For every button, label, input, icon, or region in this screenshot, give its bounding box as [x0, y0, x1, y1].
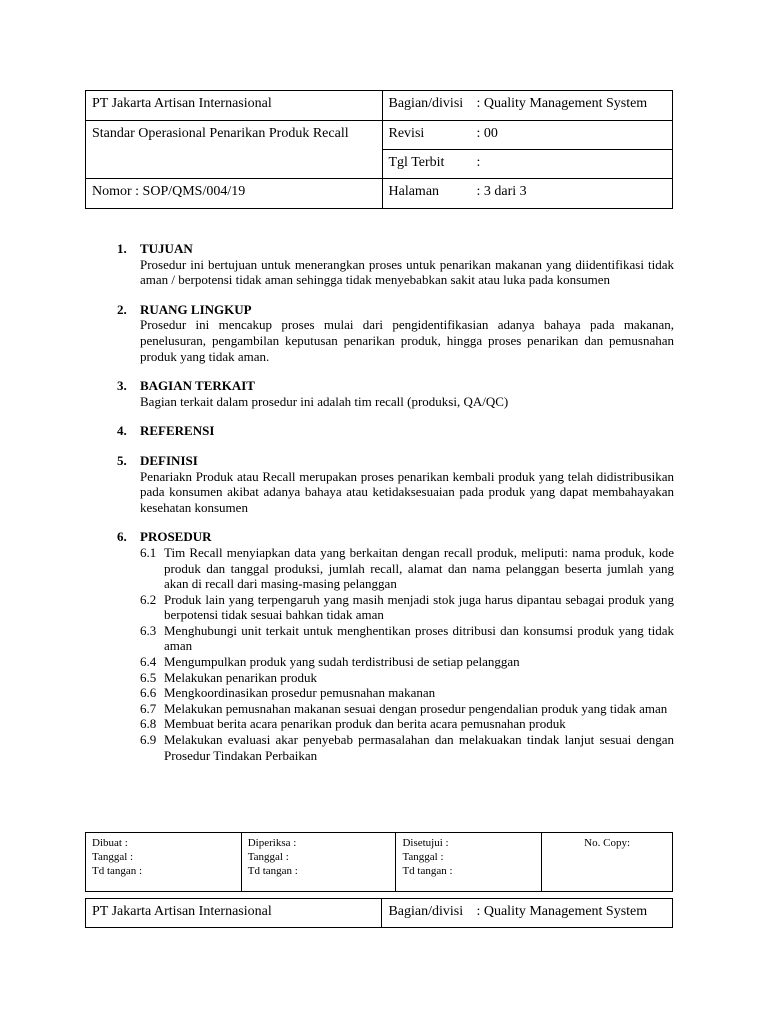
section-title: PROSEDUR — [140, 529, 212, 545]
role-label: Dibuat : — [92, 837, 128, 849]
section-number: 6. — [117, 529, 127, 545]
issue-date-cell — [382, 150, 673, 179]
procedure-step — [140, 545, 674, 592]
date-label: Tanggal : — [247, 851, 289, 863]
step-number: 6.3 — [140, 622, 157, 638]
document-title: Standar Operasional Penarikan Produk Recall — [86, 121, 383, 179]
procedure-steps — [140, 545, 674, 763]
step-text: Melakukan pemusnahan makanan sesuai dengan prosedur pengendalian produk yang tidak aman — [164, 700, 668, 716]
issue-date-value: : — [476, 155, 481, 170]
section-title: DEFINISI — [140, 452, 198, 468]
section-number: 4. — [117, 423, 127, 439]
signature-cell-dibuat — [86, 833, 242, 892]
document-footer-table — [85, 898, 673, 928]
revision-cell — [382, 121, 673, 150]
date-label: Tanggal : — [402, 851, 444, 863]
procedure-step — [140, 623, 674, 654]
section-text: Prosedur ini bertujuan untuk menerangkan proses untuk penarikan makanan yang diidentifikasi tidak aman / berpotensi tidak aman sehingga tidak menyebabkan sakit atau luka pada konsumen — [140, 256, 674, 288]
step-number: 6.2 — [140, 591, 157, 607]
issue-date-label: Tgl Terbit — [388, 155, 445, 170]
section-tujuan — [117, 241, 674, 288]
copy-number-cell — [542, 833, 673, 892]
section-text: Penariakn Produk atau Recall merupakan proses penarikan kembali produk yang telah didistribusikan pada konsumen akibat adanya bahaya atau ketidaksesuaian pada produk yang dapat membahayakan kesehatan konsumen — [140, 468, 674, 515]
footer-company-name: PT Jakarta Artisan Internasional — [86, 899, 382, 928]
role-label: Disetujui : — [402, 837, 449, 849]
section-text: Prosedur ini mencakup proses mulai dari pengidentifikasian adanya bahaya pada makanan, penelusuran, pengambilan keputusan penarikan produk, hingga proses penarikan dan pemusnahan produk yang tidak aman. — [140, 317, 674, 364]
document-number: Nomor : SOP/QMS/004/19 — [86, 179, 383, 209]
step-text: Menghubungi unit terkait untuk menghentikan proses ditribusi dan konsumsi produk yang tidak aman — [164, 622, 674, 654]
footer-division-cell — [382, 899, 673, 928]
step-text: Tim Recall menyiapkan data yang berkaitan dengan recall produk, meliputi: nama produk, kode produk dan tanggal produksi, jumlah recall, alamat dan nama pelanggan beserta jumlah yang akan di recall dari masing-masing pelanggan — [164, 544, 674, 592]
step-text: Mengumpulkan produk yang sudah terdistribusi de setiap pelanggan — [164, 654, 520, 670]
step-text: Produk lain yang terpengaruh yang masih menjadi stok juga harus dipantau sebagai produk yang berpotensi tidak sesuai bahkan tidak aman — [164, 591, 674, 623]
step-text: Membuat berita acara penarikan produk dan berita acara pemusnahan produk — [164, 716, 566, 732]
revision-value: : 00 — [476, 126, 498, 141]
step-number: 6.8 — [140, 716, 157, 732]
footer-division-label: Bagian/divisi — [388, 904, 464, 919]
footer-division-value: : Quality Management System — [476, 904, 648, 919]
step-text: Melakukan evaluasi akar penyebab permasalahan dan melakuakan tindak lanjut sesuai dengan Prosedur Tindakan Perbaikan — [164, 732, 674, 763]
section-prosedur — [117, 529, 674, 763]
procedure-step — [140, 592, 674, 623]
step-number: 6.5 — [140, 669, 157, 685]
step-number: 6.9 — [140, 732, 157, 748]
step-number: 6.1 — [140, 544, 157, 560]
division-cell — [382, 91, 673, 121]
step-text: Melakukan penarikan produk — [164, 669, 318, 685]
signature-label: Td tangan : — [402, 865, 453, 877]
procedure-step — [140, 654, 674, 670]
section-number: 3. — [117, 378, 127, 394]
section-definisi — [117, 453, 674, 515]
procedure-step — [140, 670, 674, 686]
company-name: PT Jakarta Artisan Internasional — [86, 91, 383, 121]
procedure-step — [140, 716, 674, 732]
section-ruang-lingkup — [117, 302, 674, 364]
section-bagian-terkait — [117, 378, 674, 409]
section-number: 1. — [117, 241, 127, 256]
step-number: 6.4 — [140, 654, 157, 670]
procedure-step — [140, 685, 674, 701]
page-label: Halaman — [388, 184, 440, 199]
section-referensi — [117, 423, 674, 439]
page-value: : 3 dari 3 — [476, 184, 527, 199]
date-label: Tanggal : — [92, 851, 134, 863]
revision-label: Revisi — [388, 126, 425, 141]
section-number: 2. — [117, 301, 127, 317]
signature-table — [85, 832, 673, 892]
step-text: Mengkoordinasikan prosedur pemusnahan makanan — [164, 685, 436, 701]
section-number: 5. — [117, 452, 127, 468]
division-value: : Quality Management System — [476, 96, 648, 111]
section-title: REFERENSI — [140, 423, 215, 439]
signature-cell-diperiksa — [241, 833, 396, 892]
page-cell — [382, 179, 673, 209]
procedure-step — [140, 701, 674, 717]
section-title: RUANG LINGKUP — [140, 301, 252, 317]
step-number: 6.7 — [140, 700, 157, 716]
document-body — [117, 241, 674, 777]
copy-number-label: No. Copy: — [584, 837, 631, 849]
section-text: Bagian terkait dalam prosedur ini adalah tim recall (produksi, QA/QC) — [140, 393, 509, 409]
section-title: TUJUAN — [140, 241, 193, 256]
signature-label: Td tangan : — [247, 865, 298, 877]
signature-label: Td tangan : — [92, 865, 143, 877]
document-header-table — [85, 90, 673, 209]
signature-cell-disetujui — [396, 833, 542, 892]
step-number: 6.6 — [140, 685, 157, 701]
role-label: Diperiksa : — [247, 837, 297, 849]
division-label: Bagian/divisi — [388, 96, 464, 111]
procedure-step — [140, 732, 674, 763]
section-title: BAGIAN TERKAIT — [140, 378, 255, 394]
